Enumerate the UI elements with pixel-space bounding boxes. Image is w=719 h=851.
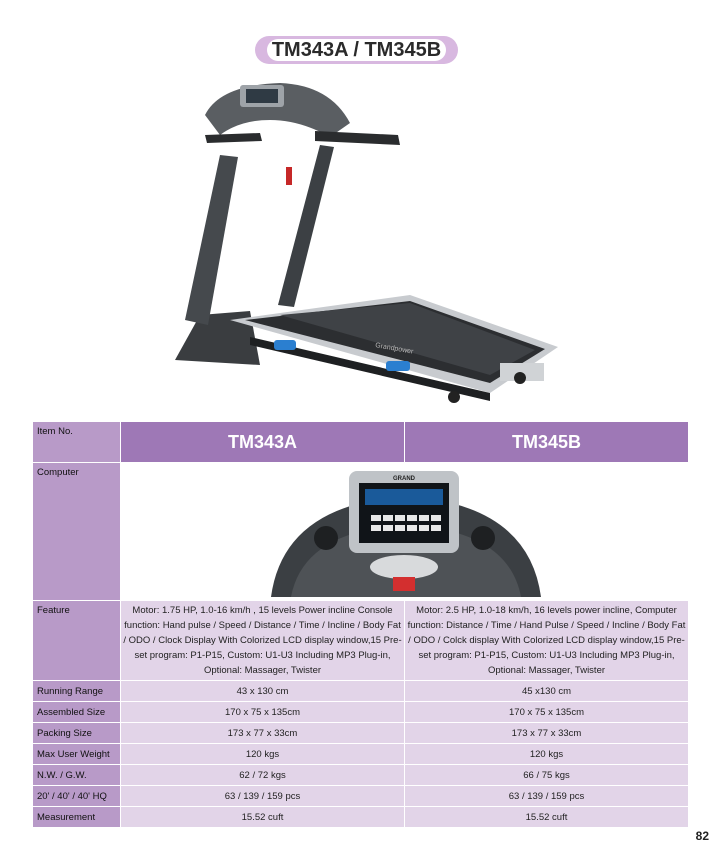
row-label: Running Range — [33, 681, 121, 702]
feature-row — [33, 601, 689, 681]
deck-logo: Grandpower — [374, 342, 414, 356]
row-value-b: 45 x130 cm — [405, 681, 689, 702]
page-title: TM343A / TM345B — [267, 39, 446, 61]
row-value-b: 66 / 75 kgs — [405, 765, 689, 786]
table-row — [33, 723, 689, 744]
table-row — [33, 681, 689, 702]
table-row — [33, 786, 689, 807]
table-row — [33, 744, 689, 765]
row-value-a: 63 / 139 / 159 pcs — [121, 786, 405, 807]
row-value-b: 170 x 75 x 135cm — [405, 702, 689, 723]
row-value-a: 120 kgs — [121, 744, 405, 765]
page-number: 82 — [695, 829, 709, 843]
model-header-b: TM345B — [405, 422, 689, 463]
feature-a: Motor: 1.75 HP, 1.0-16 km/h , 15 levels Power incline Console function: Hand pulse / Speed / Distance / Time / Incline / Body Fat / ODO / Clock Display With Colorized LCD display window,15 Pre-set program: P1-P15, Custom: U1-U3 Including MP3 Plug-in, Optional: Massager, Twister — [121, 601, 405, 681]
row-value-b: 173 x 77 x 33cm — [405, 723, 689, 744]
row-value-a: 173 x 77 x 33cm — [121, 723, 405, 744]
table-row — [33, 702, 689, 723]
row-label: 20' / 40' / 40' HQ — [33, 786, 121, 807]
title-pill — [255, 36, 458, 64]
console-image — [121, 463, 689, 597]
item-label: Item No. — [33, 422, 121, 463]
row-value-b: 120 kgs — [405, 744, 689, 765]
computer-row — [33, 463, 689, 601]
header-row — [33, 422, 689, 463]
feature-b: Motor: 2.5 HP, 1.0-18 km/h, 16 levels power incline, Computer function: Distance / Time / Hand Pulse / Speed / Incline / Body Fat / ODO / Colck display With Colorized LCD display window,15 Pre-set program: P1-P15, Custom: U1-U3 Including MP3 Plug-in, Optional: Massager, Twister — [405, 601, 689, 681]
row-label: Packing Size — [33, 723, 121, 744]
spec-table — [32, 421, 689, 828]
row-value-a: 62 / 72 kgs — [121, 765, 405, 786]
row-value-b: 63 / 139 / 159 pcs — [405, 786, 689, 807]
table-row — [33, 807, 689, 828]
console-logo: GRAND — [393, 476, 415, 482]
row-label: Assembled Size — [33, 702, 121, 723]
row-label: Measurement — [33, 807, 121, 828]
computer-image-cell — [121, 463, 689, 601]
computer-label: Computer — [33, 463, 121, 601]
row-value-a: 170 x 75 x 135cm — [121, 702, 405, 723]
table-row — [33, 765, 689, 786]
model-header-a: TM343A — [121, 422, 405, 463]
treadmill-image — [160, 75, 570, 415]
row-value-b: 15.52 cuft — [405, 807, 689, 828]
row-value-a: 15.52 cuft — [121, 807, 405, 828]
row-label: Max User Weight — [33, 744, 121, 765]
feature-label: Feature — [33, 601, 121, 681]
row-value-a: 43 x 130 cm — [121, 681, 405, 702]
row-label: N.W. / G.W. — [33, 765, 121, 786]
